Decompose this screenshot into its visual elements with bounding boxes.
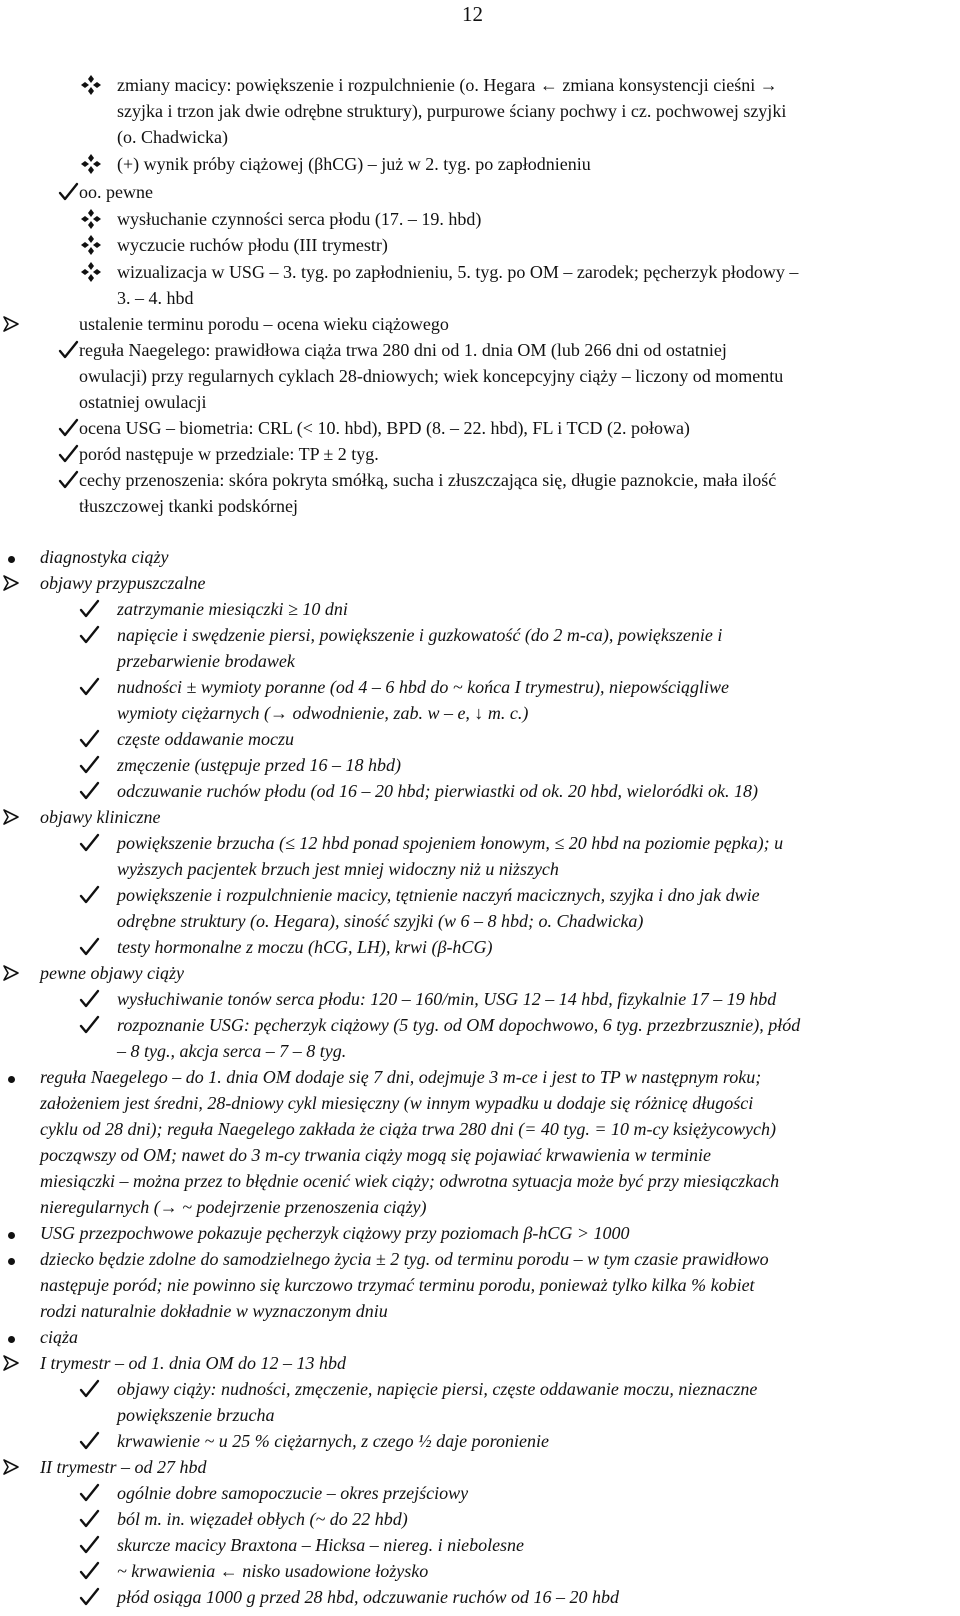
diamond-bullet-icon — [80, 261, 102, 283]
arrow-bullet-icon — [0, 313, 22, 335]
list-item-continuation: rodzi naturalnie dokładnie w wyznaczonym dniu — [40, 1301, 388, 1321]
list-item: wizualizacja w USG – 3. tyg. po zapłodnieniu, 5. tyg. po OM – zarodek; pęcherzyk płodowy – — [117, 262, 799, 282]
list-item: ~ krwawienia ← nisko usadowione łożysko — [117, 1561, 429, 1581]
list-item-continuation: 3. – 4. hbd — [117, 288, 194, 308]
list-item: poród następuje w przedziale: TP ± 2 tyg. — [79, 444, 379, 464]
list-item-continuation: począwszy od OM; nawet do 3 m-cy trwania ciąży mogą się pojawiać krwawienia w terminie — [40, 1145, 711, 1165]
arrow-bullet-icon — [0, 806, 22, 828]
list-item-continuation: cyklu od 28 dni); reguła Naegelego zakłada że ciąża trwa 280 dni (= 40 tyg. = 10 m-cy księżycowych) — [40, 1119, 776, 1139]
list-item: USG przezpochwowe pokazuje pęcherzyk ciążowy przy poziomach β-hCG > 1000 — [40, 1223, 630, 1243]
list-item-continuation: wyższych pacjentek brzuch jest mniej widoczny niż u niższych — [117, 859, 559, 879]
list-item: płód osiąga 1000 g przed 28 hbd, odczuwanie ruchów od 16 – 20 hbd — [117, 1587, 619, 1607]
list-item: ustalenie terminu porodu – ocena wieku ciążowego — [79, 314, 449, 334]
list-item-continuation: nieregularnych (→ ~ podejrzenie przenoszenia ciąży) — [40, 1197, 427, 1217]
list-item: powiększenie brzucha (≤ 12 hbd ponad spojeniem łonowym, ≤ 20 hbd na poziomie pępka); u — [117, 833, 784, 853]
list-item: wysłuchanie czynności serca płodu (17. – 19. hbd) — [117, 209, 482, 229]
list-item-continuation: założeniem jest średni, 28-dniowy cykl miesięczny (w innym wypadku u dodaje się różnicę długości — [40, 1093, 754, 1113]
arrow-bullet-icon — [0, 1456, 22, 1478]
list-item: objawy przypuszczalne — [40, 573, 206, 593]
arrow-bullet-icon — [0, 962, 22, 984]
checkmark-icon — [78, 780, 100, 802]
checkmark-icon — [78, 884, 100, 906]
checkmark-icon — [57, 339, 79, 361]
list-item: powiększenie i rozpulchnienie macicy, tętnienie naczyń macicznych, szyjka i dno jak dwie — [117, 885, 760, 905]
list-item: cechy przenoszenia: skóra pokryta smółką, sucha i złuszczająca się, długie paznokcie, mała ilość — [79, 470, 777, 490]
list-item-continuation: przebarwienie brodawek — [117, 651, 295, 671]
checkmark-icon — [78, 598, 100, 620]
list-item: zmiany macicy: powiększenie i rozpulchnienie (o. Hegara ← zmiana konsystencji cieśni → — [117, 75, 778, 95]
list-item-continuation: – 8 tyg., akcja serca – 7 – 8 tyg. — [117, 1041, 347, 1061]
list-item: nudności ± wymioty poranne (od 4 – 6 hbd do ~ końca I trymestru), niepowściągliwe — [117, 677, 730, 697]
list-item-continuation: następuje poród; nie powinno się kurczowo trzymać terminu porodu, ponieważ tylko kilka % kobiet — [40, 1275, 755, 1295]
diamond-bullet-icon — [80, 153, 102, 175]
checkmark-icon — [78, 1378, 100, 1400]
checkmark-icon — [57, 181, 79, 203]
list-item: zatrzymanie miesiączki ≥ 10 dni — [117, 599, 348, 619]
checkmark-icon — [57, 469, 79, 491]
list-item: dziecko będzie zdolne do samodzielnego życia ± 2 tyg. od terminu porodu – w tym czasie prawidłowo — [40, 1249, 769, 1269]
list-item: rozpoznanie USG: pęcherzyk ciążowy (5 tyg. od OM dopochwowo, 6 tyg. przezbrzusznie), płód — [117, 1015, 801, 1035]
checkmark-icon — [78, 1482, 100, 1504]
list-item-continuation: tłuszczowej tkanki podskórnej — [79, 496, 298, 516]
list-item: wysłuchiwanie tonów serca płodu: 120 – 160/min, USG 12 – 14 hbd, fizykalnie 17 – 19 hbd — [117, 989, 777, 1009]
arrow-bullet-icon — [0, 1352, 22, 1374]
list-item: pewne objawy ciąży — [40, 963, 184, 983]
list-item: wyczucie ruchów płodu (III trymestr) — [117, 235, 388, 255]
page-number: 12 — [462, 2, 483, 26]
list-item: diagnostyka ciąży — [40, 547, 169, 567]
list-item: testy hormonalne z moczu (hCG, LH), krwi (β-hCG) — [117, 937, 493, 957]
diamond-bullet-icon — [80, 208, 102, 230]
list-item: ciąża — [40, 1327, 78, 1347]
dot-bullet-icon — [0, 546, 22, 568]
list-item: zmęczenie (ustępuje przed 16 – 18 hbd) — [117, 755, 401, 775]
diamond-bullet-icon — [80, 74, 102, 96]
dot-bullet-icon — [0, 1222, 22, 1244]
list-item-continuation: wymioty ciężarnych (→ odwodnienie, zab. w – e, ↓ m. c.) — [117, 703, 529, 723]
list-item: ogólnie dobre samopoczucie – okres przejściowy — [117, 1483, 469, 1503]
list-item: oo. pewne — [79, 182, 153, 202]
checkmark-icon — [78, 1586, 100, 1608]
list-item-continuation: powiększenie brzucha — [117, 1405, 275, 1425]
list-item: objawy ciąży: nudności, zmęczenie, napięcie piersi, częste oddawanie moczu, nieznaczne — [117, 1379, 758, 1399]
checkmark-icon — [57, 417, 79, 439]
checkmark-icon — [78, 754, 100, 776]
list-item: napięcie i swędzenie piersi, powiększenie i guzkowatość (do 2 m-ca), powiększenie i — [117, 625, 723, 645]
list-item-continuation: (o. Chadwicka) — [117, 127, 228, 147]
list-item: częste oddawanie moczu — [117, 729, 294, 749]
dot-bullet-icon — [0, 1248, 22, 1270]
arrow-bullet-icon — [0, 572, 22, 594]
diamond-bullet-icon — [80, 234, 102, 256]
checkmark-icon — [57, 443, 79, 465]
checkmark-icon — [78, 1508, 100, 1530]
list-item-continuation: szyjka i trzon jak dwie odrębne struktury), purpurowe ściany pochwy i cz. pochwowej szyjki — [117, 101, 787, 121]
list-item: ból m. in. więzadeł obłych (~ do 22 hbd) — [117, 1509, 408, 1529]
list-item: I trymestr – od 1. dnia OM do 12 – 13 hbd — [40, 1353, 346, 1373]
list-item-continuation: ostatniej owulacji — [79, 392, 207, 412]
checkmark-icon — [78, 988, 100, 1010]
list-item: (+) wynik próby ciążowej (βhCG) – już w 2. tyg. po zapłodnieniu — [117, 154, 591, 174]
checkmark-icon — [78, 936, 100, 958]
checkmark-icon — [78, 832, 100, 854]
checkmark-icon — [78, 676, 100, 698]
list-item: odczuwanie ruchów płodu (od 16 – 20 hbd; pierwiastki od ok. 20 hbd, wieloródki ok. 18) — [117, 781, 758, 801]
checkmark-icon — [78, 1014, 100, 1036]
list-item: reguła Naegelego – do 1. dnia OM dodaje się 7 dni, odejmuje 3 m-ce i jest to TP w następnym roku; — [40, 1067, 762, 1087]
list-item: ocena USG – biometria: CRL (< 10. hbd), BPD (8. – 22. hbd), FL i TCD (2. połowa) — [79, 418, 690, 438]
list-item-continuation: miesiączki – można przez to błędnie ocenić wiek ciąży; odwrotna sytuacja może być przy miesiączkach — [40, 1171, 780, 1191]
checkmark-icon — [78, 1560, 100, 1582]
list-item: reguła Naegelego: prawidłowa ciąża trwa 280 dni od 1. dnia OM (lub 266 dni od ostatniej — [79, 340, 727, 360]
checkmark-icon — [78, 728, 100, 750]
checkmark-icon — [78, 1534, 100, 1556]
checkmark-icon — [78, 624, 100, 646]
dot-bullet-icon — [0, 1066, 22, 1088]
list-item-continuation: owulacji) przy regularnych cyklach 28-dniowych; wiek koncepcyjny ciąży – liczony od momentu — [79, 366, 784, 386]
list-item: skurcze macicy Braxtona – Hicksa – niereg. i niebolesne — [117, 1535, 525, 1555]
dot-bullet-icon — [0, 1326, 22, 1348]
checkmark-icon — [78, 1430, 100, 1452]
list-item: objawy kliniczne — [40, 807, 161, 827]
list-item: krwawienie ~ u 25 % ciężarnych, z czego ½ daje poronienie — [117, 1431, 549, 1451]
list-item-continuation: odrębne struktury (o. Hegara), siność szyjki (w 6 – 8 hbd; o. Chadwicka) — [117, 911, 644, 931]
list-item: II trymestr – od 27 hbd — [40, 1457, 207, 1477]
